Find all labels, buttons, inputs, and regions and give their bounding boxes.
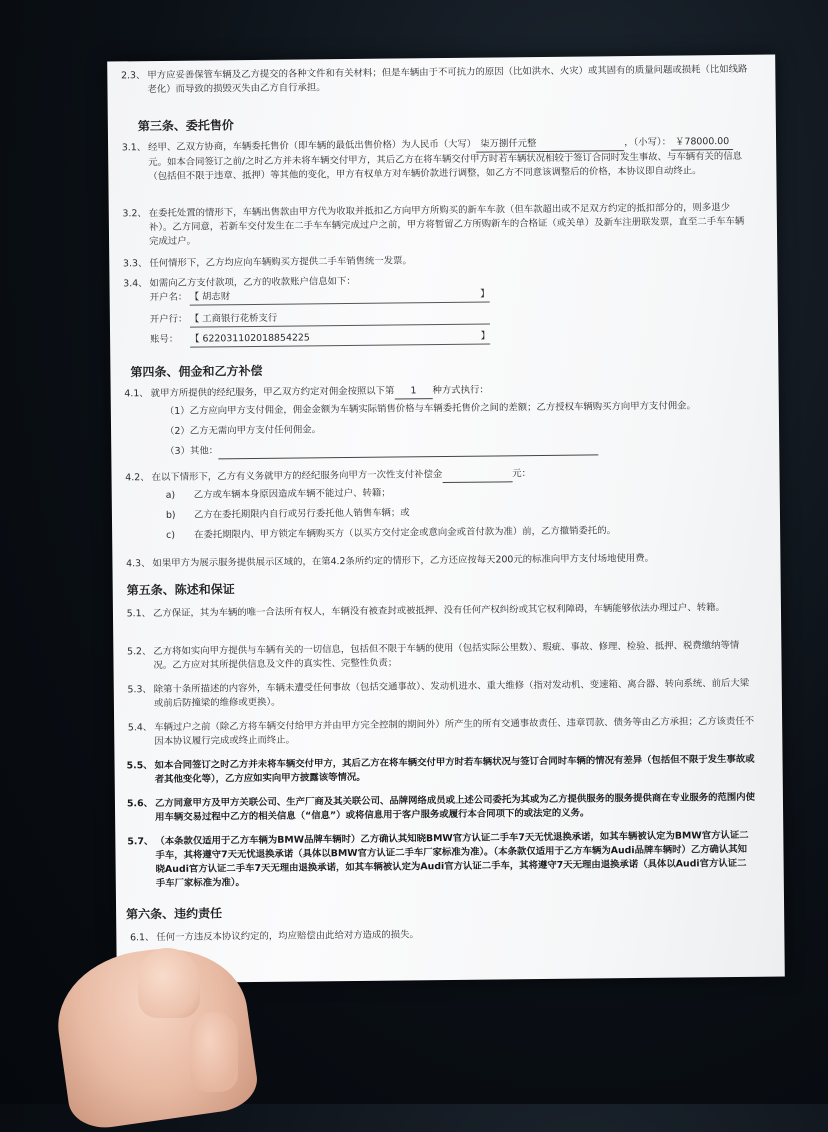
clause-3-4: 3.4、 如需向乙方支付款项，乙方的收款账户信息如下：: [123, 275, 356, 290]
thumb: [138, 948, 200, 1018]
clause-5-6: 5.6、 乙方同意甲方及甲方关联公司、生产厂商及其关联公司、品牌网络成员或上述公司委托为其或为乙方提供服务的服务提供商在专业服务的范围内使用车辆交易过程中乙方的相关信息（“信息”）或将信息用于客户服务或履行本合同项下的或法定的义务。: [126, 791, 756, 824]
clause-5-7: 5.7、 （本条款仅适用于乙方车辆为BMW品牌车辆时）乙方确认其知晓BMW官方认证二手车7天无忧退换承诺，如其车辆被认定为BMW官方认证二手车，其将遵守7天无忧退换承诺（具体以BMW官方认证二手车厂家标准为准）。（本条款仅适用于乙方车辆为Audi品牌车辆时）乙方确认其知晓Audi官方认证二手车7天无理由退换承诺，如其车辆被认定为Audi官方认证二手车，其将遵守7天无理由退换承诺（具体以Audi官方认证二手车厂家标准为准）。: [127, 829, 749, 890]
clause-5-2: 5.2、 乙方将如实向甲方提供与车辆有关的一切信息，包括但不限于车辆的使用（包括实际公里数）、瑕疵、事故、修理、检验、抵押、税费缴纳等情况。乙方应对其所提供信息及文件的真实性、完整性负责；: [127, 639, 740, 672]
clause-2-3: 2.3、 甲方应妥善保管车辆及乙方提交的各种文件和有关材料；但是车辆由于不可抗力的原因（比如洪水、火灾）或其固有的质量问题或损耗（比如线路老化）而导致的损毁灭失由乙方自行承担。: [120, 63, 748, 96]
clause-5-4: 5.4、 车辆过户之前（除乙方将车辆交付给甲方并由甲方完全控制的期间外）所产生的所有交通事故责任、违章罚款、债务等由乙方承担；乙方该责任不因本协议履行完成或终止而终止。: [127, 715, 755, 748]
clause-4-1: 4.1、 就甲方所提供的经纪服务，甲乙双方约定对佣金按照以下第 1 种方式执行：: [124, 384, 489, 400]
section-6-title: 第六条、违约责任: [126, 906, 223, 922]
amount-in-figures: ￥78000.00: [671, 135, 733, 151]
clause-4-3: 4.3、 如果甲方为展示服务提供展示区域的，在第4.2条所约定的情形下，乙方还应按每天200元的标准向甲方支付场地使用费。: [126, 552, 655, 570]
clause-3-2: 3.2、 在委托处置的情形下，车辆出售款由甲方代为收取并抵扣乙方向甲方所购买的新车车款（但车款超出或不足双方约定的抵扣部分的，则多退少补）。乙方同意，若新车交付发生在二手车车辆完成过户之前，甲方将暂留乙方所购新车的合格证（或关单）及新车注册联发票，直至二手车车辆完成过户。: [122, 202, 745, 248]
clause-3-1: 3.1、 经甲、乙双方协商，车辆委托售价（即车辆的最低出售价格）为人民币（大写） 柒万捌仟元整 ，（小写）： ￥78000.00元。如本合同签订之前/之时乙方并未将车辆交付甲方，其后乙方在将车辆交付甲方时若车辆状况相较于签订合同时发生事故、与车辆有关的信息（包括但不限于违章、抵押）等其他的变化，甲方有权单方对车辆价款进行调整，如乙方不同意该调整后的价格，本协议即自动终止。: [121, 136, 743, 183]
clause-5-5: 5.5、 如本合同签订之时乙方并未将车辆交付甲方，其后乙方在将车辆交付甲方时若车辆状况与签订合同时车辆的情况有差异（包括但不限于发生事故或者其他变化等），乙方应如实向甲方披露该等情况。: [126, 753, 755, 786]
commission-option-3: （3）其他：: [165, 439, 779, 460]
clause-5-1: 5.1、 乙方保证，其为车辆的唯一合法所有权人，车辆没有被查封或被抵押、没有任何产权纠纷或其它权利障碍，车辆能够依法办理过户、转籍。: [126, 602, 725, 620]
account-number-row: 账号： 【 622031102018854225 】: [150, 329, 510, 348]
clause-5-3: 5.3、 除第十条所描述的内容外，车辆未遭受任何事故（包括交通事故）、发动机进水、重大维修（指对发动机、变速箱、离合器、转向系统、前后大梁或前后防撞梁的维修或更换）。: [127, 677, 750, 710]
finger: [190, 1012, 238, 1092]
section-4-title: 第四条、佣金和乙方补偿: [130, 363, 263, 380]
clause-6-1: 6.1、 任何一方违反本协议约定的，均应赔偿由此给对方造成的损失。: [130, 929, 419, 944]
commission-choice: 1: [394, 384, 432, 399]
commission-option-2: （2）乙方无需向甲方支付任何佣金。: [165, 424, 322, 437]
account-name-row: 开户名： 【 胡志财 】: [150, 287, 510, 306]
account-bank-row: 开户行： 【 工商银行花桥支行: [150, 309, 510, 328]
compensation-case-a: a) 乙方或车辆本身原因造成车辆不能过户、转籍；: [165, 487, 391, 501]
section-5-title: 第五条、陈述和保证: [126, 582, 235, 598]
contract-page: [107, 55, 785, 984]
compensation-case-c: c) 在委托期限内、甲方锁定车辆购买方（以买方交付定金或意向金或首付款为准）前，乙方撤销委托的。: [166, 525, 617, 541]
compensation-case-b: b) 乙方在委托期限内自行或另行委托他人销售车辆；或: [165, 507, 410, 521]
section-3-title: 第三条、委托售价: [137, 118, 234, 134]
amount-in-words: 柒万捌仟元整: [476, 136, 624, 153]
clause-4-2: 4.2、 在以下情形下，乙方有义务就甲方的经纪服务向甲方一次性支付补偿金 元：: [125, 468, 531, 484]
commission-option-1: （1）乙方应向甲方支付佣金，佣金金额为车辆实际销售价格与车辆委托售价之间的差额；乙方授权车辆购买方向甲方支付佣金。: [164, 400, 696, 417]
clause-3-3: 3.3、 任何情形下，乙方均应向车辆购买方提供二手车销售统一发票。: [122, 255, 412, 270]
